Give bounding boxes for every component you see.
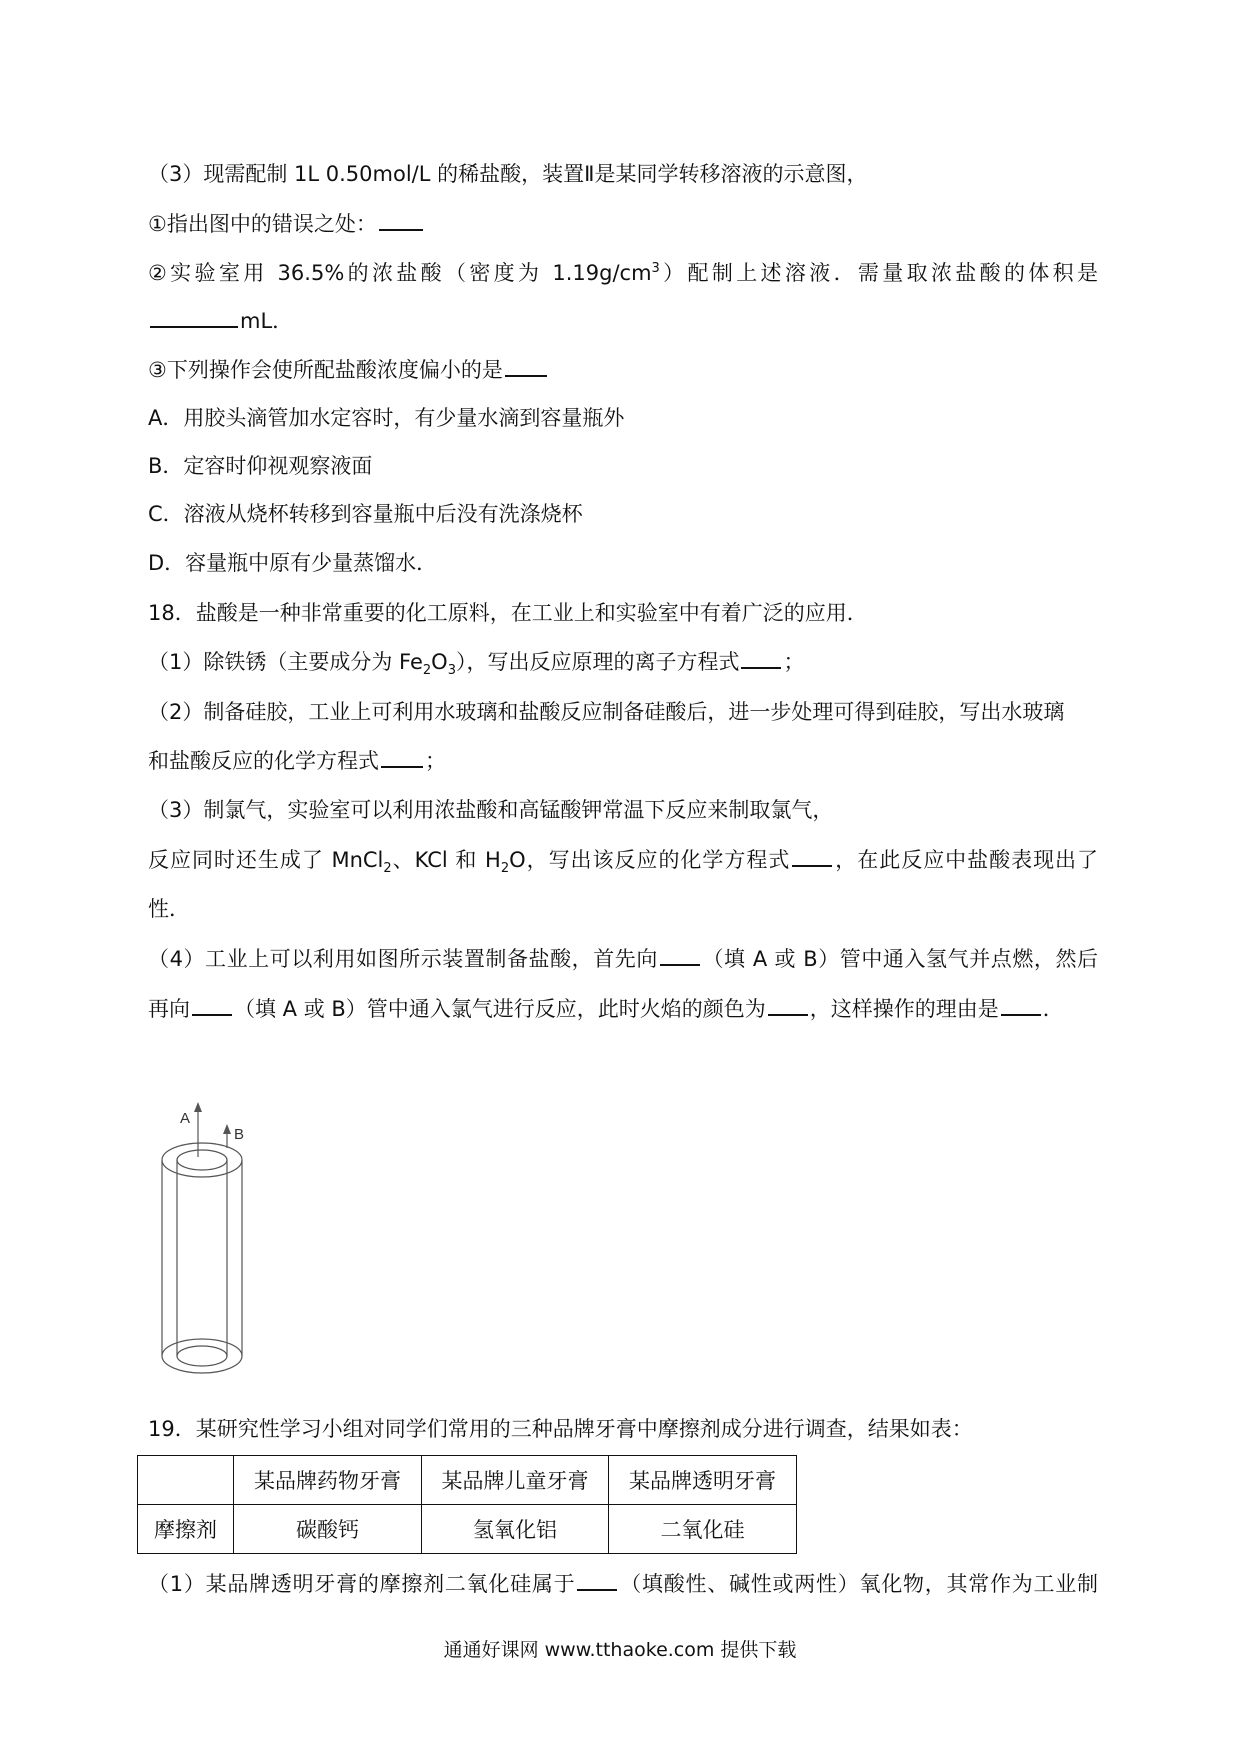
- answer-blank[interactable]: [577, 1569, 617, 1591]
- arrow-a-icon: [194, 1102, 202, 1112]
- q17-part3-intro-text: （3）现需配制 1L 0.50mol/L 的稀盐酸，装置Ⅱ是某同学转移溶液的示意图，: [148, 162, 868, 186]
- q18-p3-line1: （3）制氯气，实验室可以利用浓盐酸和高锰酸钾常温下反应来制取氯气，: [148, 798, 834, 822]
- q17-q2-text-b: ）配制上述溶液．需量取浓盐酸的体积是: [659, 261, 1098, 285]
- q18-p3-text-d: ，在此反应中盐酸表现出了: [834, 848, 1099, 872]
- q17-option-a: [148, 403, 1098, 433]
- q18-p4-text-d: （填 A 或 B）管中通入氯气进行反应，此时火焰的颜色为: [234, 997, 766, 1021]
- q18-p1-text-a: （1）除铁锈（主要成分为 Fe: [148, 650, 423, 674]
- answer-blank[interactable]: [192, 994, 232, 1016]
- subscript: 2: [422, 663, 432, 679]
- option-b-text: B．定容时仰视观察液面: [148, 454, 373, 478]
- table-cell: 摩擦剂: [138, 1505, 234, 1554]
- superscript: 3: [651, 261, 660, 276]
- option-c-text: C．溶液从烧杯转移到容量瓶中后没有洗涤烧杯: [148, 502, 583, 526]
- table-cell: 二氧化硅: [609, 1505, 797, 1554]
- table-cell: 氢氧化铝: [422, 1505, 609, 1554]
- q18-part-3-line2: [148, 845, 1098, 875]
- q17-q1-text: ①指出图中的错误之处：: [148, 212, 377, 236]
- table-header-cell: 某品牌透明牙膏: [609, 1456, 797, 1505]
- table-header-cell: 某品牌药物牙膏: [234, 1456, 422, 1505]
- answer-blank[interactable]: [379, 209, 423, 231]
- q18-p3-text-a: 反应同时还生成了 MnCl: [148, 848, 384, 872]
- answer-blank[interactable]: [660, 944, 700, 966]
- q18-p1-text-mid: O: [431, 650, 448, 674]
- answer-blank[interactable]: [505, 355, 547, 377]
- q17-question-2-cont: [148, 306, 1098, 336]
- q18-p2-line2: 和盐酸反应的化学方程式: [148, 749, 379, 773]
- subscript: 2: [383, 861, 392, 877]
- q19-p1-text-a: （1）某品牌透明牙膏的摩擦剂二氧化硅属于: [148, 1572, 576, 1596]
- q18-stem: [148, 598, 1098, 628]
- q18-p4-text-e: ，这样操作的理由是: [809, 997, 999, 1021]
- q18-p4-text-a: （4）工业上可以利用如图所示装置制备盐酸，首先向: [148, 947, 658, 971]
- q18-p4-text-c: 再向: [148, 997, 190, 1021]
- q17-part3-intro: [148, 159, 1098, 189]
- table-header-cell: [138, 1456, 234, 1505]
- q19-stem: [148, 1414, 1098, 1444]
- q18-stem-text: 18．盐酸是一种非常重要的化工原料，在工业上和实验室中有着广泛的应用．: [148, 601, 868, 625]
- toothpaste-table: [137, 1455, 797, 1554]
- q18-p2-end: ；: [425, 749, 446, 773]
- q17-option-d: [148, 548, 1098, 578]
- answer-blank[interactable]: [1001, 994, 1041, 1016]
- concentric-tube-figure: [150, 1098, 260, 1388]
- table-cell: 碳酸钙: [234, 1505, 422, 1554]
- answer-blank[interactable]: [381, 746, 423, 768]
- q18-part-2: [148, 697, 1098, 727]
- q18-p1-end: ；: [783, 650, 805, 674]
- q18-part-2-cont: [148, 746, 1098, 776]
- q19-part-1: [148, 1569, 1098, 1599]
- answer-blank[interactable]: [150, 306, 238, 328]
- q17-question-1: [148, 209, 1098, 239]
- table-header-row: [138, 1456, 797, 1505]
- q18-p3-text-c: O，写出该反应的化学方程式: [509, 848, 791, 872]
- option-d-text: D．容量瓶中原有少量蒸馏水．: [148, 551, 438, 575]
- table-header-cell: 某品牌儿童牙膏: [422, 1456, 609, 1505]
- page-footer: 通通好课网 www.tthaoke.com 提供下载: [443, 1639, 797, 1661]
- subscript: 3: [447, 663, 456, 679]
- q19-stem-text: 19．某研究性学习小组对同学们常用的三种品牌牙膏中摩擦剂成分进行调查，结果如表：: [148, 1417, 973, 1441]
- answer-blank[interactable]: [768, 994, 808, 1016]
- label-b: B: [234, 1126, 245, 1143]
- q17-question-2: [148, 258, 1098, 288]
- q18-p3-text-b: 、KCl 和 H: [391, 848, 501, 872]
- q18-p1-text-b: ），写出反应原理的离子方程式: [455, 650, 740, 674]
- q18-part-4-cont: [148, 994, 1098, 1024]
- label-a: A: [180, 1110, 191, 1127]
- q17-option-b: [148, 451, 1098, 481]
- subscript: 2: [500, 861, 510, 877]
- arrow-b-icon: [223, 1124, 231, 1134]
- q18-part-3: [148, 795, 1098, 825]
- q18-p2-line1: （2）制备硅胶，工业上可利用水玻璃和盐酸反应制备硅酸后，进一步处理可得到硅胶，写出水玻璃: [148, 700, 1065, 724]
- q17-q2-unit: mL．: [240, 309, 294, 333]
- q18-part-3-line3: [148, 894, 1098, 924]
- q18-part-4: [148, 944, 1098, 974]
- option-a-text: A．用胶头滴管加水定容时，有少量水滴到容量瓶外: [148, 406, 625, 430]
- q17-question-3: [148, 355, 1098, 385]
- answer-blank[interactable]: [792, 845, 832, 867]
- q17-q3-text: ③下列操作会使所配盐酸浓度偏小的是: [148, 358, 503, 382]
- table-row: [138, 1505, 797, 1554]
- q18-p3-line3: 性．: [148, 897, 190, 921]
- q17-option-c: [148, 499, 1098, 529]
- q18-p4-text-b: （填 A 或 B）管中通入氢气并点燃，然后: [701, 947, 1099, 971]
- q19-p1-text-b: （填酸性、碱性或两性）氧化物，其常作为工业制: [619, 1572, 1099, 1596]
- answer-blank[interactable]: [741, 647, 781, 669]
- q18-part-1: [148, 647, 1098, 677]
- q18-p4-text-f: ．: [1042, 997, 1064, 1021]
- q17-q2-text-a: ②实验室用 36.5%的浓盐酸（密度为 1.19g/cm: [148, 261, 652, 285]
